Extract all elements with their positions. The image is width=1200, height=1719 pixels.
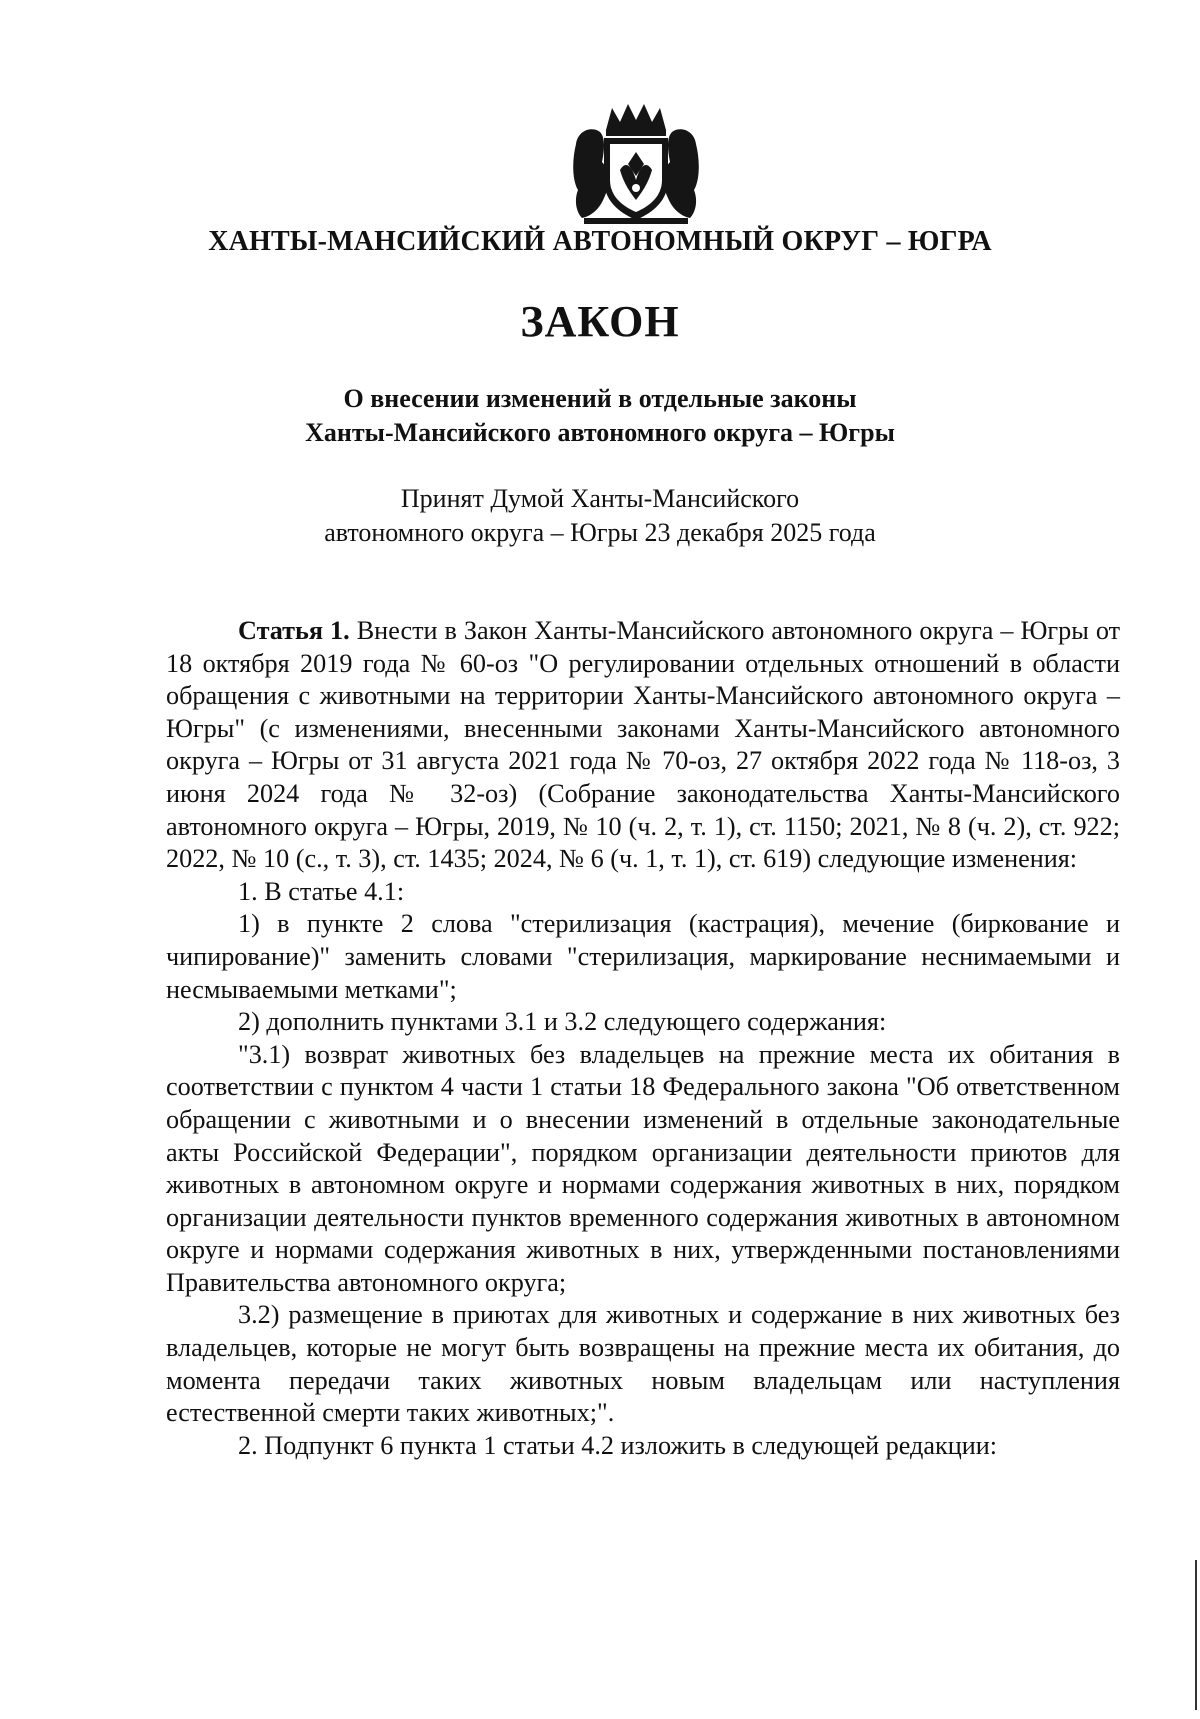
article-text: Внести в Закон Ханты-Мансийского автономного округа – Югры от 18 октября 2019 года № 60-оз "О регулировании отдельных отношений в области обращения с животными на территории Ханты-Мансийского автономного округа – Югры" (с изменениями, внесенными законами Ханты-Мансийского автономного округа – Югры от 31 августа 2021 года № 70-оз, 27 октября 2022 года № 118-оз, 3 июня 2024 года № 32-оз) (Собрание законодательства Ханты-Мансийского автономного округа – Югры, 2019, № 10 (ч. 2, т. 1), ст. 1150; 2021, № 8 (ч. 2), ст. 922; 2022, № 10 (с., т. 3), ст. 1435; 2024, № 6 (ч. 1, т. 1), ст. 619) следующие изменения: [166,616,1121,874]
list-item: 2. Подпункт 6 пункта 1 статьи 4.2 изложить в следующей редакции: [238,1430,998,1460]
article-label: Статья 1. [238,616,350,645]
list-item: 3.2) размещение в приютах для животных и содержание в них животных без владельцев, которые не могут быть возвращены на прежние места их обитания, до момента передачи таких животных новым владельцам или наступления естественной смерти таких животных;". [166,1300,1120,1428]
list-item: 1. В статье 4.1: [238,876,405,906]
scan-edge-mark [1195,1560,1198,1710]
document-title-line: Ханты-Мансийского автономного округа – Югры [305,418,895,447]
adoption-note-line: автономного округа – Югры 23 декабря 2025 года [324,518,876,547]
coat-of-arms-icon [570,100,702,226]
document-title [0,382,1200,450]
law-body [166,615,1120,1462]
document-title-line: О внесении изменений в отдельные законы [343,384,857,413]
document-type: ЗАКОН [520,297,680,346]
region-name: ХАНТЫ-МАНСИЙСКИЙ АВТОНОМНЫЙ ОКРУГ – ЮГРА [208,226,992,257]
article-paragraph [166,615,1120,876]
adoption-note-line: Принят Думой Ханты-Мансийского [400,484,800,513]
list-item: "3.1) возврат животных без владельцев на прежние места их обитания в соответствии с пунктом 4 части 1 статьи 18 Федерального закона "Об ответственном обращении с животными и о внесении изменений в отдельные законодательные акты Российской Федерации", порядком организации деятельности приютов для животных в автономном округе и нормами содержания животных в них, порядком организации деятельности пунктов временного содержания животных в автономном округе и нормами содержания животных в них, утвержденными постановлениями Правительства автономного округа; [166,1039,1120,1297]
list-item: 2) дополнить пунктами 3.1 и 3.2 следующего содержания: [238,1007,887,1037]
adoption-note [0,482,1200,550]
list-item: 1) в пункте 2 слова "стерилизация (кастрация), мечение (биркование и чипирование)" заменить словами "стерилизация, маркирование неснимаемыми и несмываемыми метками"; [166,909,1120,1004]
